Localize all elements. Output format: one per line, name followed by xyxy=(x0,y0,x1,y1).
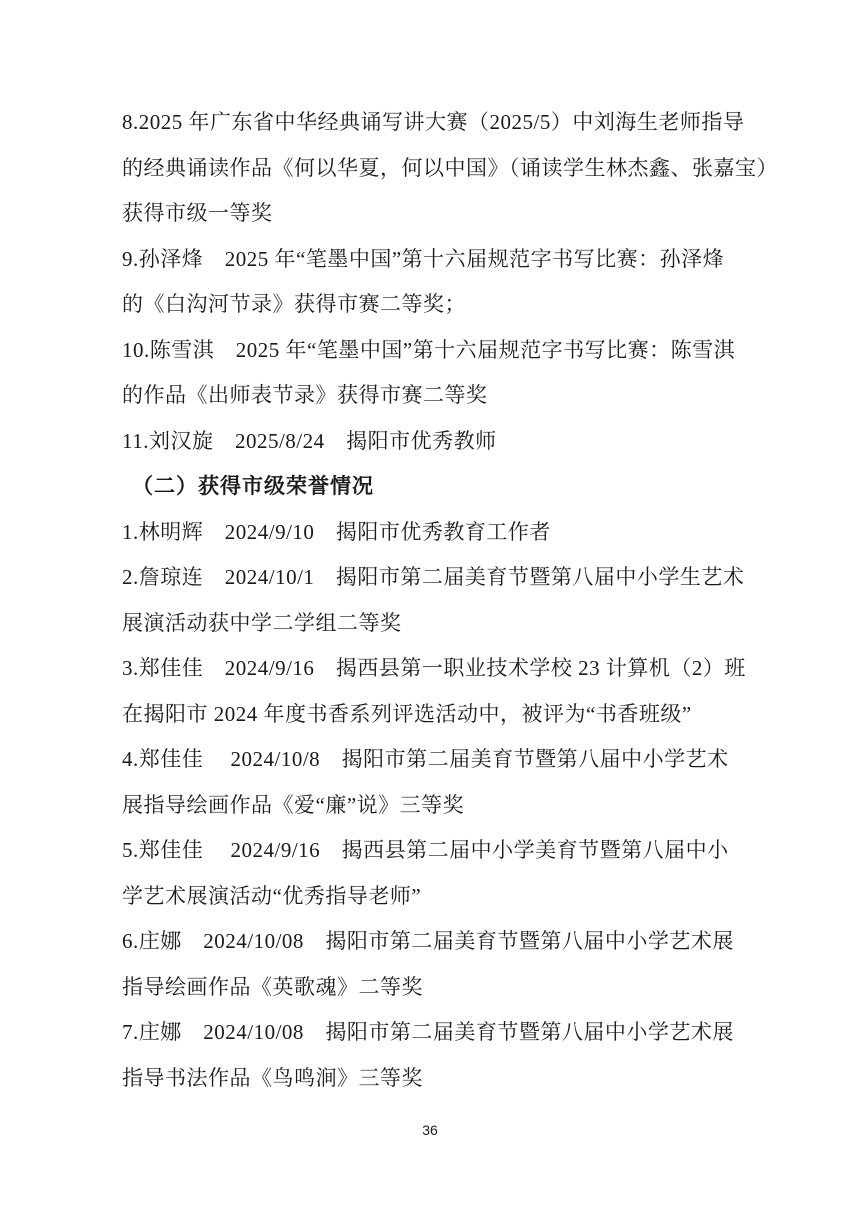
text-line: 4.郑佳佳 2024/10/8 揭阳市第二届美育节暨第八届中小学艺术 xyxy=(122,747,729,771)
text-line: 1.林明辉 2024/9/10 揭阳市优秀教育工作者 xyxy=(122,519,551,544)
text-line: 2.詹琼连 2024/10/1 揭阳市第二届美育节暨第八届中小学生艺术 xyxy=(122,565,745,589)
text-line: 5.郑佳佳 2024/9/16 揭西县第二届中小学美育节暨第八届中小 xyxy=(122,838,729,862)
text-line: 的作品《出师表节录》获得市赛二等奖 xyxy=(122,383,488,407)
text-line: 8.2025 年广东省中华经典诵写讲大赛（2025/5）中刘海生老师指导 xyxy=(122,110,745,134)
text-line: 的《白沟河节录》获得市赛二等奖； xyxy=(122,292,466,316)
text-line: 的经典诵读作品《何以华夏，何以中国》（诵读学生林杰鑫、张嘉宝） xyxy=(122,155,778,180)
text-line: 3.郑佳佳 2024/9/16 揭西县第一职业技术学校 23 计算机（2）班 xyxy=(122,656,746,680)
text-line: 9.孙泽烽 2025 年“笔墨中国”第十六届规范字书写比赛：孙泽烽 xyxy=(122,246,725,271)
text-line: 展演活动获中学二学组二等奖 xyxy=(122,610,402,635)
text-line: 10.陈雪淇 2025 年“笔墨中国”第十六届规范字书写比赛：陈雪淇 xyxy=(122,337,736,362)
text-line: 在揭阳市 2024 年度书香系列评选活动中，被评为“书香班级” xyxy=(122,701,692,726)
text-line: 7.庄娜 2024/10/08 揭阳市第二届美育节暨第八届中小学艺术展 xyxy=(122,1020,734,1044)
document-body xyxy=(122,100,778,1101)
text-line: 指导书法作品《鸟鸣涧》三等奖 xyxy=(122,1065,423,1090)
page-number: 36 xyxy=(422,1122,438,1138)
section-heading: （二）获得市级荣誉情况 xyxy=(132,474,374,498)
text-line: 指导绘画作品《英歌魂》二等奖 xyxy=(122,974,423,999)
text-line: 11.刘汉旋 2025/8/24 揭阳市优秀教师 xyxy=(122,428,497,453)
text-line: 获得市级一等奖 xyxy=(122,201,273,225)
text-line: 展指导绘画作品《爱“廉”说》三等奖 xyxy=(122,792,465,817)
text-line: 6.庄娜 2024/10/08 揭阳市第二届美育节暨第八届中小学艺术展 xyxy=(122,929,734,953)
text-line: 学艺术展演活动“优秀指导老师” xyxy=(122,883,422,908)
